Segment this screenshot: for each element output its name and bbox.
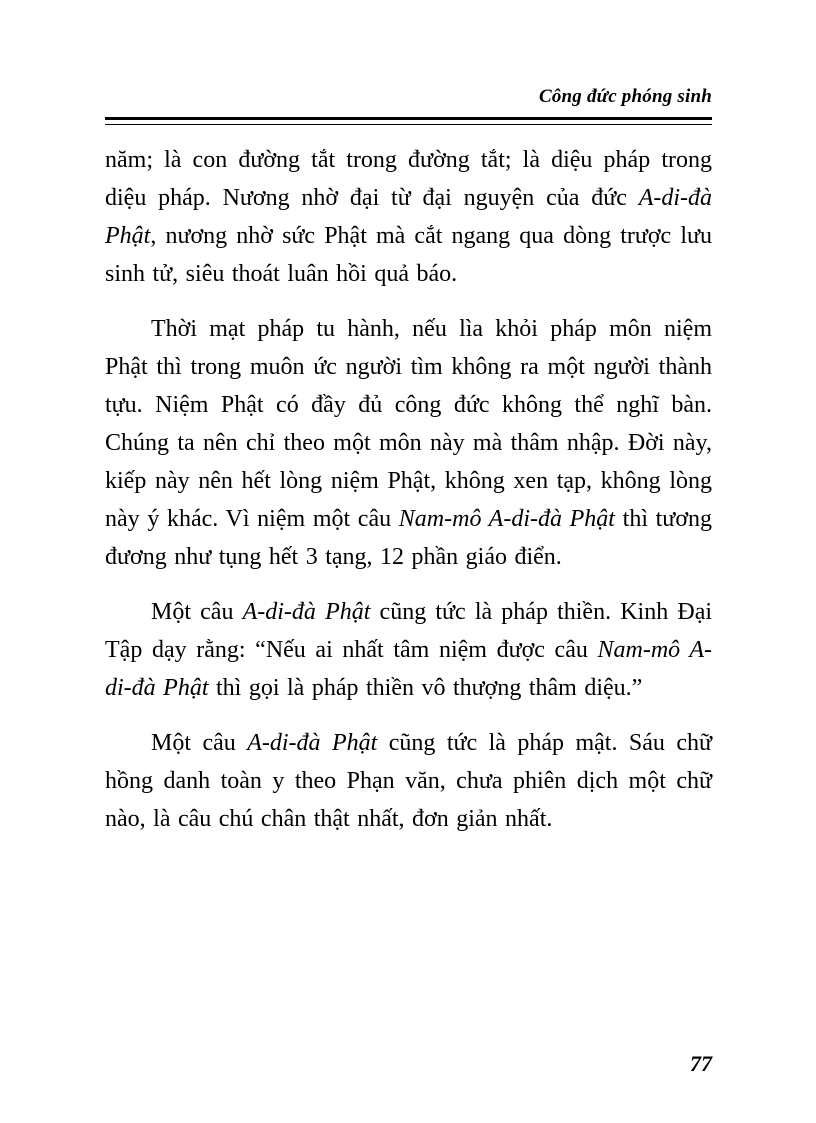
header-rule-thin: [105, 124, 712, 125]
page-footer: [690, 1051, 712, 1077]
page-body: [105, 141, 712, 838]
text-run-italic: Nam-mô A-di-đà Phật: [105, 637, 712, 701]
text-run: cũng tức là pháp thiền. Kinh Đại Tập dạy rằng: “Nếu ai nhất tâm niệm được câu: [105, 599, 713, 663]
text-run: thì gọi là pháp thiền vô thượng thâm diệu.”: [208, 675, 643, 701]
paragraph-4: [105, 724, 712, 838]
text-run-italic: A-di-đà Phật: [247, 730, 378, 756]
text-run: Một câu: [151, 730, 248, 756]
text-run: cũng tức là pháp mật. Sáu chữ hồng danh toàn y theo Phạn văn, chưa phiên dịch một chữ nào, là câu chú chân thật nhất, đơn giản nhất.: [105, 730, 713, 832]
paragraph-3: [105, 593, 712, 707]
text-run: năm; là con đường tắt trong đường tắt; là diệu pháp trong diệu pháp. Nương nhờ đại từ đại nguyện của đức: [105, 147, 712, 211]
page-header: [105, 86, 712, 125]
text-run: thì tương đương như tụng hết 3 tạng, 12 phần giáo điển.: [105, 506, 713, 570]
paragraph-1: [105, 141, 712, 293]
running-header-title: Công đức phóng sinh: [538, 86, 712, 107]
text-run-italic: A-di-đà Phật: [242, 599, 371, 625]
page-number: 77: [690, 1051, 712, 1076]
text-run: Một câu: [151, 599, 243, 625]
text-run: Thời mạt pháp tu hành, nếu lìa khỏi pháp môn niệm Phật thì trong muôn ức người tìm không ra một người thành tựu. Niệm Phật có đầy đủ công đức không thể nghĩ bàn. Chúng ta nên chỉ theo một môn này mà thâm nhập. Đời này, kiếp này nên hết lòng niệm Phật, không xen tạp, không lòng này ý khác. Vì niệm một câu: [105, 316, 712, 532]
text-run: , nương nhờ sức Phật mà cắt ngang qua dòng trược lưu sinh tử, siêu thoát luân hồi quả báo.: [105, 223, 712, 287]
paragraph-2: [105, 310, 712, 576]
text-run-italic: A-di-đà Phật: [105, 185, 712, 249]
text-run-italic: Nam-mô A-di-đà Phật: [398, 506, 615, 532]
header-rule-thick: [105, 117, 712, 120]
